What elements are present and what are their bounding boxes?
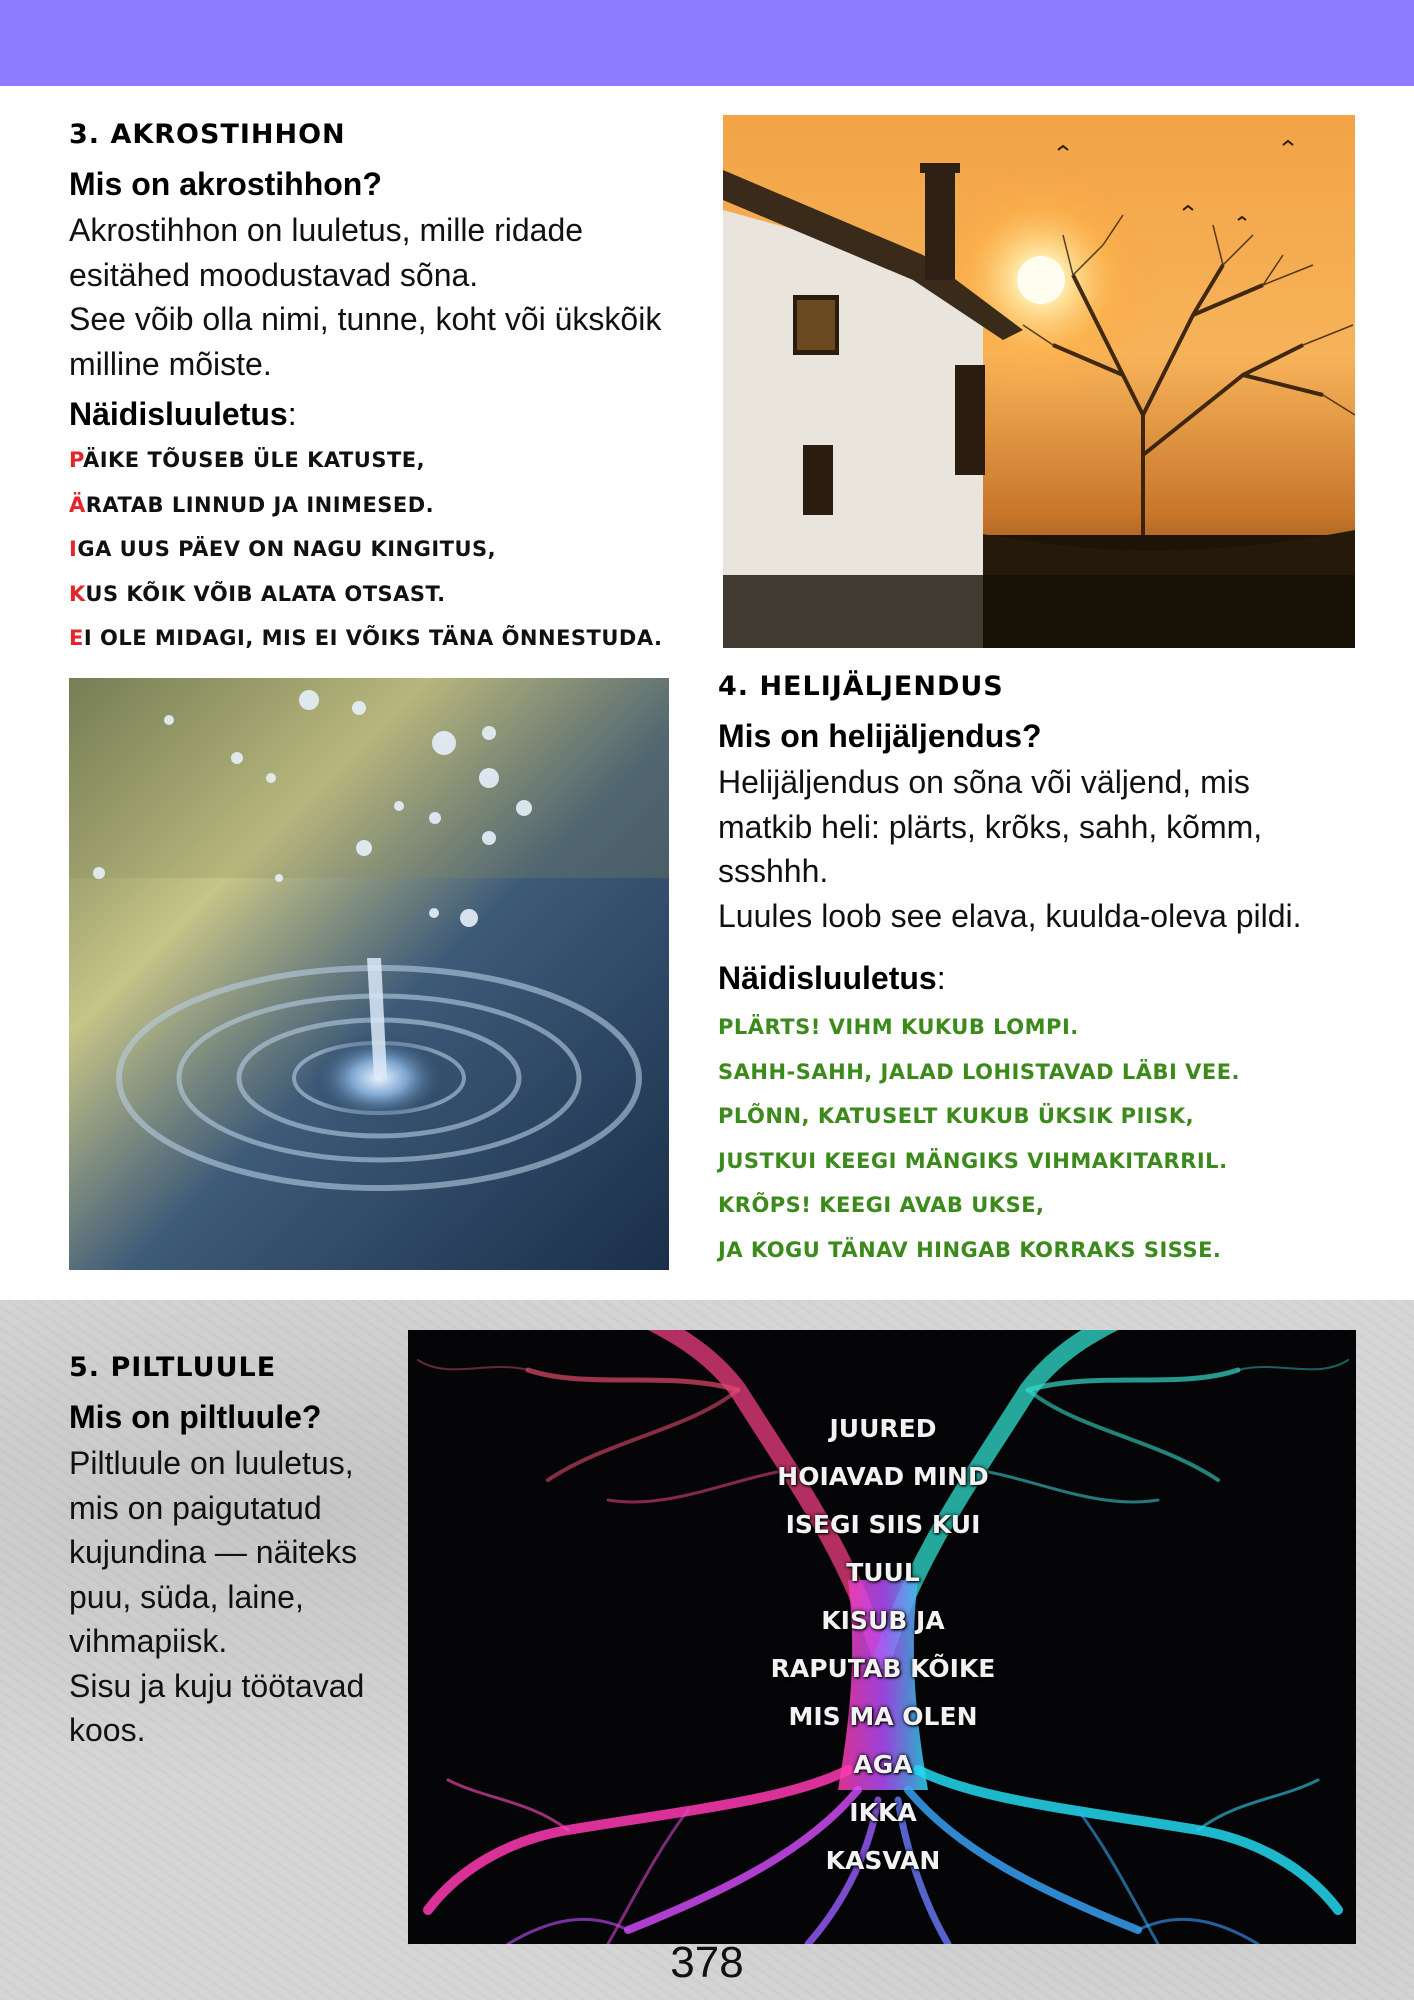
acrostic-rest: ÄIKE TÕUSEB ÜLE KATUSTE,: [82, 448, 426, 472]
acrostic-line: [69, 616, 662, 661]
acrostic-line: [69, 483, 662, 528]
section5-question: Mis on piltluule?: [69, 1399, 322, 1435]
tree-poem-line: AGA: [853, 1750, 913, 1779]
section5-text-line: Piltluule on luuletus,: [69, 1445, 354, 1481]
water-splash-photo: [69, 678, 669, 1270]
section3-text-line: See võib olla nimi, tunne, koht või ükskõik: [69, 301, 662, 337]
top-color-band: [0, 0, 1414, 86]
example-label-text: Näidisluuletus: [718, 960, 937, 996]
section5-heading: 5. PILTLUULE: [69, 1352, 277, 1383]
tree-poem-line: ISEGI SIIS KUI: [785, 1510, 981, 1539]
onomatopoeia-poem-line: PLÄRTS! VIHM KUKUB LOMPI.: [718, 1015, 1079, 1039]
acrostic-line: [69, 438, 662, 483]
acrostic-rest: RATAB LINNUD JA INIMESED.: [85, 492, 435, 517]
water-splash-illustration: [69, 678, 669, 1270]
onomatopoeia-poem-line: JUSTKUI KEEGI MÄNGIKS VIHMAKITARRIL.: [718, 1148, 1228, 1173]
sunset-house-photo: [723, 115, 1355, 648]
section3-text-line: Akrostihhon on luuletus, mille ridade: [69, 212, 584, 248]
tree-poem-line: HOIAVAD MIND: [777, 1462, 989, 1491]
section4-text-line: Luules loob see elava, kuulda-oleva pildi.: [718, 897, 1302, 934]
section5-text-line: kujundina — näiteks: [69, 1534, 358, 1570]
section5-text-line: koos.: [69, 1712, 146, 1748]
example-label-colon: :: [936, 960, 946, 996]
acrostic-poem: [69, 438, 662, 661]
section3-example-label: [69, 396, 297, 433]
acrostic-initial: K: [69, 581, 86, 606]
section4-text-line: Helijäljendus on sõna või väljend, mis: [718, 764, 1250, 800]
onomatopoeia-poem-line: SAHH-SAHH, JALAD LOHISTAVAD LÄBI VEE.: [718, 1059, 1241, 1084]
tree-poem-line: KASVAN: [825, 1846, 941, 1875]
acrostic-line: [69, 527, 662, 572]
tree-shape-poem: [700, 1405, 1066, 1885]
section5-text-line: vihmapiisk.: [69, 1623, 228, 1659]
example-label-text: Näidisluuletus: [69, 396, 288, 432]
acrostic-line: [69, 572, 662, 617]
sunset-house-illustration: [723, 115, 1355, 648]
section5-text-line: Sisu ja kuju töötavad: [69, 1667, 365, 1704]
tree-poem-line: KISUB JA: [821, 1606, 945, 1635]
tree-poem-line: MIS MA OLEN: [788, 1702, 978, 1731]
acrostic-initial: Ä: [69, 492, 86, 517]
section5-explanation: [69, 1441, 364, 1753]
section4-question: Mis on helijäljendus?: [718, 718, 1042, 754]
section4-text-line: matkib heli: plärts, krõks, sahh, kõmm,: [718, 808, 1263, 845]
section5-text-line: mis on paigutatud: [69, 1489, 322, 1526]
onomatopoeia-poem: [718, 1005, 1240, 1272]
tree-poem-line: IKKA: [849, 1798, 917, 1827]
onomatopoeia-poem-line: PLÕNN, KATUSELT KUKUB ÜKSIK PIISK,: [718, 1104, 1195, 1128]
onomatopoeia-poem-line: JA KOGU TÄNAV HINGAB KORRAKS SISSE.: [718, 1237, 1222, 1262]
acrostic-initial: I: [69, 537, 78, 561]
acrostic-rest: I OLE MIDAGI, MIS EI VÕIKS TÄNA ÕNNESTUDA.: [83, 626, 663, 650]
example-label-colon: :: [287, 396, 297, 432]
tree-poem-line: JUURED: [829, 1414, 937, 1443]
section4-example-label: [718, 960, 946, 997]
section3-text-line: esitähed moodustavad sõna.: [69, 256, 479, 293]
tree-poem-line: RAPUTAB KÕIKE: [770, 1654, 996, 1683]
acrostic-rest: GA UUS PÄEV ON NAGU KINGITUS,: [77, 537, 497, 561]
section3-heading: 3. AKROSTIHHON: [69, 119, 346, 150]
acrostic-rest: US KÕIK VÕIB ALATA OTSAST.: [85, 581, 446, 606]
section4-text-line: ssshhh.: [718, 853, 829, 889]
page-number: 378: [670, 1938, 744, 1987]
acrostic-initial: E: [69, 626, 84, 650]
onomatopoeia-poem-line: KRÕPS! KEEGI AVAB UKSE,: [718, 1193, 1045, 1217]
section3-explanation: [69, 208, 661, 386]
tree-poem-line: TUUL: [846, 1558, 920, 1587]
acrostic-initial: P: [69, 448, 83, 472]
section3-text-line: milline mõiste.: [69, 345, 272, 382]
section4-explanation: [718, 760, 1302, 938]
section5-text-line: puu, süda, laine,: [69, 1578, 304, 1615]
section4-heading: 4. HELIJÄLJENDUS: [718, 671, 1004, 702]
section3-question: Mis on akrostihhon?: [69, 166, 382, 202]
